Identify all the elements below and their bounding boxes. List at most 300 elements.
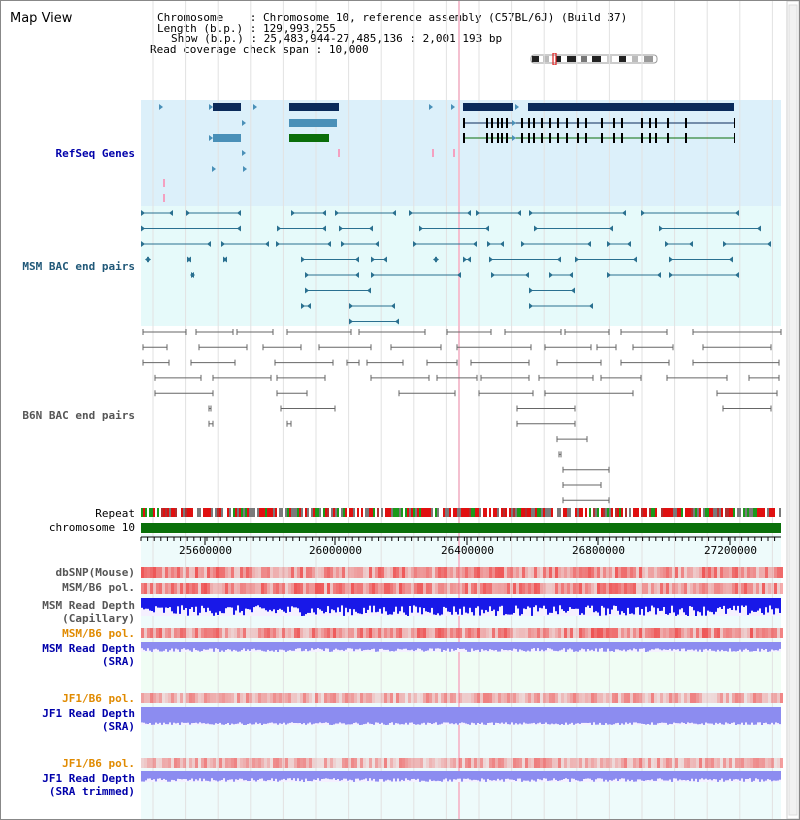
repeat-segment <box>659 508 661 517</box>
dbsnp-cell <box>249 567 252 578</box>
dbsnp-cell <box>300 567 303 578</box>
jf1-sra-depth-bar <box>421 707 423 723</box>
jf1-pol-trim-cell <box>345 758 348 768</box>
jf1-pol-trim-cell <box>204 758 207 768</box>
jf1-pol-cell <box>633 693 636 703</box>
msm-capillary-depth-bar <box>659 598 661 611</box>
msm-capillary-depth-bar <box>579 598 581 615</box>
jf1-pol-cell <box>750 693 753 703</box>
jf1-pol-cell <box>642 693 645 703</box>
msm-pol-cell <box>231 583 234 594</box>
msm-capillary-depth-bar <box>489 598 491 606</box>
jf1-pol-cell <box>756 693 759 703</box>
repeat-segment <box>219 508 221 517</box>
track-label-msm-b6-pol[interactable]: MSM/B6 pol. <box>62 581 135 594</box>
jf1-pol-cell <box>168 693 171 703</box>
repeat-segment <box>475 508 477 517</box>
jf1-trim-depth-bar <box>229 771 231 780</box>
dbsnp-cell <box>480 567 483 578</box>
dbsnp-cell <box>282 567 285 578</box>
jf1-sra-depth-bar <box>225 707 227 724</box>
exon <box>463 118 465 128</box>
msm-capillary-depth-bar <box>235 598 237 611</box>
jf1-pol-cell <box>558 693 561 703</box>
repeat-segment <box>707 508 709 517</box>
msm-capillary-depth-bar <box>291 598 293 606</box>
msm-capillary-depth-bar <box>425 598 427 611</box>
jf1-trim-depth-bar <box>521 771 523 782</box>
jf1-sra-depth-bar <box>563 707 565 725</box>
msm-sra-depth-bar <box>175 642 177 649</box>
repeat-segment <box>493 508 495 517</box>
jf1-pol-trim-cell <box>270 758 273 768</box>
jf1-trim-depth-bar <box>541 771 543 780</box>
jf1-sra-depth-bar <box>165 707 167 724</box>
repeat-segment <box>195 508 197 517</box>
dbsnp-cell <box>771 567 774 578</box>
jf1-sra-depth-bar <box>705 707 707 723</box>
repeat-segment <box>635 508 637 517</box>
jf1-sra-depth-bar <box>511 707 513 722</box>
jf1-sra-depth-bar <box>751 707 753 723</box>
jf1-trim-depth-bar <box>473 771 475 780</box>
msm-pol-sra-cell <box>600 628 603 638</box>
jf1-sra-depth-bar <box>641 707 643 724</box>
dbsnp-cell <box>222 567 225 578</box>
jf1-trim-depth-bar <box>533 771 535 781</box>
msm-sra-depth-bar <box>591 642 593 650</box>
jf1-pol-cell <box>618 693 621 703</box>
msm-sra-depth-bar <box>177 642 179 650</box>
jf1-sra-depth-bar <box>425 707 427 725</box>
msm-sra-depth-bar <box>393 642 395 651</box>
jf1-pol-cell <box>567 693 570 703</box>
jf1-sra-depth-bar <box>259 707 261 723</box>
msm-pol-sra-cell <box>627 628 630 638</box>
jf1-sra-depth-bar <box>587 707 589 723</box>
repeat-segment <box>625 508 627 517</box>
jf1-pol-cell <box>495 693 498 703</box>
dbsnp-cell <box>450 567 453 578</box>
repeat-segment <box>649 508 651 517</box>
repeat-segment <box>469 508 471 517</box>
dbsnp-cell <box>531 567 534 578</box>
msm-sra-depth-bar <box>749 642 751 652</box>
jf1-trim-depth-bar <box>609 771 611 780</box>
msm-pol-cell <box>252 583 255 594</box>
jf1-sra-depth-bar <box>181 707 183 722</box>
msm-capillary-depth-bar <box>717 598 719 608</box>
jf1-sra-depth-bar <box>567 707 569 725</box>
msm-pol-cell <box>696 583 699 594</box>
jf1-pol-trim-cell <box>681 758 684 768</box>
msm-capillary-depth-bar <box>531 598 533 616</box>
msm-pol-cell <box>447 583 450 594</box>
jf1-pol-trim-cell <box>246 758 249 768</box>
jf1-pol-cell <box>336 693 339 703</box>
jf1-pol-trim-cell <box>324 758 327 768</box>
dbsnp-cell <box>456 567 459 578</box>
jf1-sra-depth-bar <box>495 707 497 723</box>
jf1-sra-depth-bar <box>483 707 485 725</box>
msm-sra-depth-bar <box>353 642 355 651</box>
track-label-refseq[interactable]: RefSeq Genes <box>55 147 135 160</box>
msm-capillary-depth-bar <box>719 598 721 607</box>
track-label-dbsnp[interactable]: dbSNP(Mouse) <box>55 566 135 579</box>
dbsnp-cell <box>495 567 498 578</box>
repeat-segment <box>293 508 295 517</box>
jf1-pol-cell <box>225 693 228 703</box>
jf1-pol-trim-cell <box>333 758 336 768</box>
dbsnp-cell <box>600 567 603 578</box>
repeat-segment <box>477 508 479 517</box>
msm-pol-cell <box>309 583 312 594</box>
msm-pol-cell <box>228 583 231 594</box>
track-label-msm-bac[interactable]: MSM BAC end pairs <box>22 260 135 273</box>
msm-pol-sra-cell <box>606 628 609 638</box>
jf1-sra-depth-bar <box>313 707 315 724</box>
jf1-pol-cell <box>198 693 201 703</box>
jf1-pol-trim-cell <box>675 758 678 768</box>
jf1-sra-depth-bar <box>341 707 343 723</box>
msm-sra-depth-bar <box>559 642 561 650</box>
msm-sra-depth-bar <box>523 642 525 651</box>
jf1-trim-depth-bar <box>153 771 155 779</box>
msm-capillary-depth-bar <box>397 598 399 614</box>
repeat-segment <box>609 508 611 517</box>
msm-pol-sra-cell <box>402 628 405 638</box>
msm-capillary-depth-bar <box>267 598 269 612</box>
repeat-segment <box>579 508 581 517</box>
repeat-segment <box>179 508 181 517</box>
repeat-segment <box>713 508 715 517</box>
exon <box>685 133 687 143</box>
dbsnp-cell <box>315 567 318 578</box>
dbsnp-cell <box>762 567 765 578</box>
msm-capillary-depth-bar <box>337 598 339 607</box>
msm-sra-depth-bar <box>637 642 639 652</box>
track-label-msm-b6-pol-sra[interactable]: MSM/B6 pol. <box>62 627 135 640</box>
jf1-pol-cell <box>294 693 297 703</box>
jf1-trim-depth-bar <box>513 771 515 780</box>
msm-sra-depth-bar <box>475 642 477 650</box>
dbsnp-cell <box>411 567 414 578</box>
repeat-segment <box>347 508 349 517</box>
jf1-trim-depth-bar <box>695 771 697 779</box>
repeat-segment <box>747 508 749 517</box>
msm-capillary-depth-bar <box>737 598 739 606</box>
msm-sra-depth-bar <box>689 642 691 650</box>
jf1-pol-cell <box>477 693 480 703</box>
msm-sra-depth-bar <box>421 642 423 650</box>
msm-pol-cell <box>405 583 408 594</box>
dbsnp-cell <box>321 567 324 578</box>
jf1-trim-depth-bar <box>489 771 491 780</box>
jf1-pol-trim-cell <box>591 758 594 768</box>
jf1-sra-depth-bar <box>717 707 719 724</box>
genome-browser-canvas[interactable] <box>1 1 799 819</box>
msm-pol-sra-cell <box>183 628 186 638</box>
msm-capillary-depth-bar <box>771 598 773 609</box>
jf1-trim-depth-bar <box>479 771 481 781</box>
jf1-sra-depth-bar <box>201 707 203 723</box>
jf1-sra-depth-bar <box>663 707 665 723</box>
msm-pol-sra-cell <box>639 628 642 638</box>
repeat-segment <box>753 508 755 517</box>
msm-pol-sra-cell <box>297 628 300 638</box>
msm-sra-depth-bar <box>691 642 693 650</box>
jf1-pol-cell <box>456 693 459 703</box>
jf1-trim-depth-bar <box>663 771 665 781</box>
msm-pol-cell <box>441 583 444 594</box>
repeat-segment <box>251 508 253 517</box>
repeat-segment <box>319 508 321 517</box>
jf1-sra-depth-bar <box>695 707 697 724</box>
msm-sra-depth-bar <box>185 642 187 650</box>
jf1-pol-trim-cell <box>453 758 456 768</box>
jf1-trim-depth-bar <box>165 771 167 780</box>
jf1-trim-depth-bar <box>713 771 715 779</box>
repeat-segment <box>343 508 345 517</box>
jf1-trim-depth-bar <box>209 771 211 781</box>
repeat-segment <box>453 508 455 517</box>
repeat-segment <box>555 508 557 517</box>
jf1-sra-depth-bar <box>723 707 725 725</box>
msm-sra-depth-bar <box>511 642 513 651</box>
msm-capillary-depth-bar <box>147 598 149 609</box>
msm-pol-sra-cell <box>654 628 657 638</box>
jf1-pol-trim-cell <box>357 758 360 768</box>
msm-sra-depth-bar <box>237 642 239 652</box>
msm-capillary-depth-bar <box>249 598 251 610</box>
jf1-sra-depth-bar <box>413 707 415 724</box>
jf1-sra-depth-bar <box>423 707 425 723</box>
msm-sra-depth-bar <box>539 642 541 651</box>
jf1-sra-depth-bar <box>355 707 357 723</box>
jf1-sra-depth-bar <box>427 707 429 723</box>
msm-capillary-depth-bar <box>627 598 629 608</box>
repeat-segment <box>455 508 457 517</box>
msm-pol-cell <box>711 583 714 594</box>
jf1-trim-depth-bar <box>267 771 269 780</box>
msm-sra-depth-bar <box>473 642 475 651</box>
msm-pol-sra-cell <box>378 628 381 638</box>
msm-capillary-depth-bar <box>577 598 579 609</box>
dbsnp-cell <box>306 567 309 578</box>
dbsnp-cell <box>705 567 708 578</box>
jf1-sra-depth-bar <box>169 707 171 722</box>
jf1-sra-depth-bar <box>685 707 687 724</box>
jf1-trim-depth-bar <box>743 771 745 782</box>
jf1-pol-cell <box>507 693 510 703</box>
jf1-trim-depth-bar <box>631 771 633 780</box>
repeat-segment <box>237 508 239 517</box>
jf1-trim-depth-bar <box>309 771 311 781</box>
msm-sra-depth-bar <box>447 642 449 649</box>
exon <box>497 133 499 143</box>
jf1-trim-depth-bar <box>243 771 245 780</box>
jf1-sra-depth-bar <box>299 707 301 723</box>
msm-pol-sra-cell <box>348 628 351 638</box>
msm-sra-depth-bar <box>469 642 471 652</box>
repeat-segment <box>703 508 705 517</box>
jf1-pol-cell <box>552 693 555 703</box>
msm-capillary-depth-bar <box>273 598 275 609</box>
msm-sra-depth-bar <box>655 642 657 649</box>
jf1-trim-depth-bar <box>739 771 741 781</box>
msm-sra-depth-bar <box>155 642 157 649</box>
msm-capillary-depth-bar <box>369 598 371 606</box>
track-label-jf1-b6-pol-trimmed[interactable]: JF1/B6 pol. <box>62 757 135 770</box>
jf1-pol-trim-cell <box>141 758 144 768</box>
msm-pol-sra-cell <box>567 628 570 638</box>
msm-pol-cell <box>486 583 489 594</box>
msm-sra-depth-bar <box>391 642 393 651</box>
exon <box>521 118 523 128</box>
jf1-sra-depth-bar <box>399 707 401 724</box>
repeat-segment <box>269 508 271 517</box>
msm-sra-depth-bar <box>755 642 757 651</box>
jf1-sra-depth-bar <box>171 707 173 725</box>
msm-sra-depth-bar <box>561 642 563 650</box>
jf1-sra-depth-bar <box>765 707 767 723</box>
jf1-trim-depth-bar <box>221 771 223 780</box>
msm-pol-cell <box>225 583 228 594</box>
exon <box>506 133 508 143</box>
jf1-sra-depth-bar <box>415 707 417 725</box>
jf1-trim-depth-bar <box>443 771 445 779</box>
msm-sra-depth-bar <box>405 642 407 649</box>
dbsnp-cell <box>348 567 351 578</box>
dbsnp-cell <box>774 567 777 578</box>
jf1-pol-trim-cell <box>696 758 699 768</box>
jf1-sra-depth-bar <box>229 707 231 725</box>
msm-sra-depth-bar <box>227 642 229 649</box>
msm-capillary-depth-bar <box>613 598 615 606</box>
jf1-pol-trim-cell <box>510 758 513 768</box>
jf1-trim-depth-bar <box>549 771 551 781</box>
msm-pol-sra-cell <box>237 628 240 638</box>
msm-capillary-depth-bar <box>545 598 547 609</box>
jf1-trim-depth-bar <box>515 771 517 781</box>
jf1-pol-cell <box>192 693 195 703</box>
jf1-pol-cell <box>315 693 318 703</box>
msm-sra-depth-bar <box>683 642 685 649</box>
jf1-pol-cell <box>444 693 447 703</box>
ruler-tick-label: 25600000 <box>179 544 232 557</box>
dbsnp-cell <box>360 567 363 578</box>
exon <box>667 118 669 128</box>
jf1-sra-depth-bar <box>219 707 221 723</box>
track-label-repeat[interactable]: Repeat <box>95 507 135 520</box>
msm-sra-depth-bar <box>677 642 679 649</box>
jf1-trim-depth-bar <box>583 771 585 779</box>
jf1-pol-trim-cell <box>411 758 414 768</box>
repeat-segment <box>221 508 223 517</box>
jf1-trim-depth-bar <box>247 771 249 781</box>
jf1-trim-depth-bar <box>449 771 451 780</box>
jf1-trim-depth-bar <box>543 771 545 778</box>
jf1-pol-cell <box>735 693 738 703</box>
dbsnp-cell <box>186 567 189 578</box>
msm-capillary-depth-bar <box>407 598 409 616</box>
track-label-b6n-bac[interactable]: B6N BAC end pairs <box>22 409 135 422</box>
jf1-pol-cell <box>471 693 474 703</box>
jf1-sra-depth-bar <box>393 707 395 725</box>
jf1-sra-depth-bar <box>661 707 663 723</box>
msm-pol-sra-cell <box>369 628 372 638</box>
jf1-sra-depth-bar <box>557 707 559 724</box>
jf1-pol-cell <box>468 693 471 703</box>
msm-pol-cell <box>339 583 342 594</box>
jf1-trim-depth-bar <box>147 771 149 779</box>
repeat-segment <box>571 508 573 517</box>
msm-sra-depth-bar <box>315 642 317 649</box>
repeat-segment <box>511 508 513 517</box>
repeat-segment <box>217 508 219 517</box>
msm-sra-depth-bar <box>477 642 479 650</box>
dbsnp-cell <box>720 567 723 578</box>
msm-pol-sra-cell <box>330 628 333 638</box>
msm-pol-cell <box>471 583 474 594</box>
track-label-jf1-b6-pol[interactable]: JF1/B6 pol. <box>62 692 135 705</box>
msm-pol-cell <box>399 583 402 594</box>
jf1-trim-depth-bar <box>685 771 687 780</box>
dbsnp-cell <box>681 567 684 578</box>
jf1-sra-depth-bar <box>281 707 283 724</box>
dbsnp-cell <box>726 567 729 578</box>
jf1-trim-depth-bar <box>149 771 151 778</box>
msm-pol-cell <box>480 583 483 594</box>
msm-pol-cell <box>768 583 771 594</box>
msm-sra-depth-bar <box>719 642 721 651</box>
msm-sra-depth-bar <box>489 642 491 649</box>
jf1-trim-depth-bar <box>183 771 185 779</box>
msm-sra-depth-bar <box>355 642 357 649</box>
msm-sra-depth-bar <box>451 642 453 649</box>
dbsnp-cell <box>693 567 696 578</box>
msm-sra-depth-bar <box>341 642 343 650</box>
dbsnp-cell <box>384 567 387 578</box>
msm-capillary-depth-bar <box>331 598 333 609</box>
msm-capillary-depth-bar <box>453 598 455 606</box>
repeat-segment <box>339 508 341 517</box>
msm-sra-depth-bar <box>269 642 271 651</box>
jf1-sra-depth-bar <box>681 707 683 722</box>
msm-pol-sra-cell <box>384 628 387 638</box>
msm-sra-depth-bar <box>399 642 401 649</box>
repeat-segment <box>607 508 609 517</box>
msm-pol-cell <box>384 583 387 594</box>
msm-pol-sra-cell <box>507 628 510 638</box>
exon <box>501 118 503 128</box>
msm-pol-cell <box>618 583 621 594</box>
msm-pol-cell <box>195 583 198 594</box>
dbsnp-cell <box>390 567 393 578</box>
repeat-segment <box>549 508 551 517</box>
repeat-segment <box>525 508 527 517</box>
jf1-pol-trim-cell <box>699 758 702 768</box>
repeat-segment <box>693 508 695 517</box>
msm-capillary-depth-bar <box>189 598 191 609</box>
msm-capillary-depth-bar <box>687 598 689 616</box>
jf1-trim-depth-bar <box>723 771 725 782</box>
dbsnp-cell <box>327 567 330 578</box>
msm-capillary-depth-bar <box>167 598 169 608</box>
msm-capillary-depth-bar <box>201 598 203 606</box>
dbsnp-cell <box>393 567 396 578</box>
jf1-sra-depth-bar <box>627 707 629 724</box>
